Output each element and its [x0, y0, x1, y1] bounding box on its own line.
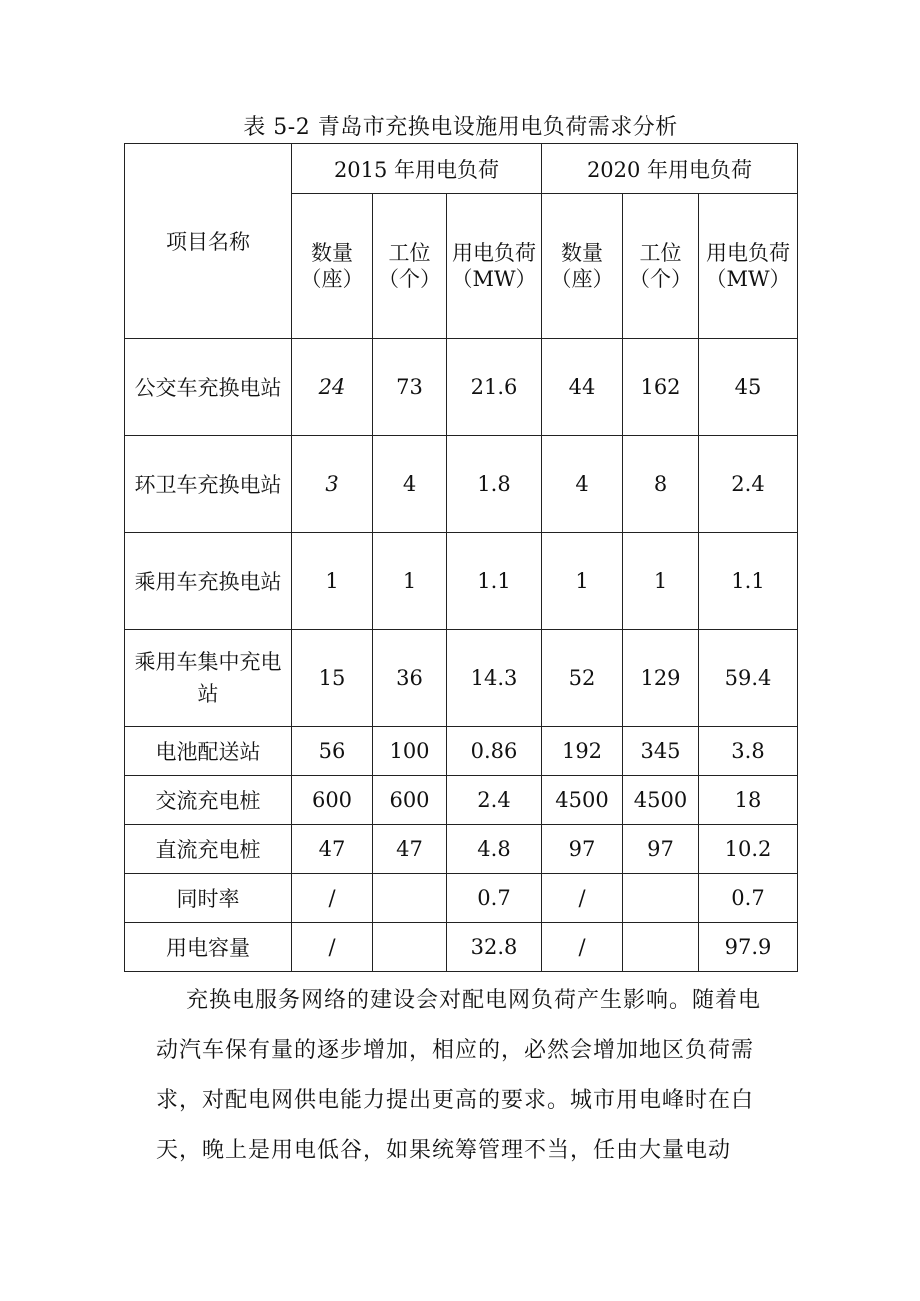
cell-stations-2020 [623, 874, 699, 923]
year-2020-header: 2020 年用电负荷 [542, 144, 798, 194]
cell-count-2020: 4500 [542, 776, 623, 825]
cell-count-2020: 4 [542, 436, 623, 533]
cell-count-2020: 1 [542, 533, 623, 630]
cell-count-2020: 44 [542, 339, 623, 436]
row-name: 交流充电桩 [125, 776, 292, 825]
table-row [125, 776, 798, 825]
cell-stations-2020: 1 [623, 533, 699, 630]
cell-count-2015: 600 [292, 776, 373, 825]
cell-count-2020: / [542, 874, 623, 923]
cell-load-2015: 1.8 [447, 436, 542, 533]
load-header-2020: 用电负荷（MW） [699, 194, 798, 339]
table-row [125, 339, 798, 436]
row-name: 直流充电桩 [125, 825, 292, 874]
cell-load-2015: 0.86 [447, 727, 542, 776]
cell-stations-2015: 4 [373, 436, 447, 533]
cell-load-2015: 0.7 [447, 874, 542, 923]
cell-load-2020: 1.1 [699, 533, 798, 630]
table-row [125, 825, 798, 874]
cell-stations-2015: 36 [373, 630, 447, 727]
table-row [125, 436, 798, 533]
cell-stations-2015: 600 [373, 776, 447, 825]
cell-load-2020: 3.8 [699, 727, 798, 776]
cell-load-2020: 2.4 [699, 436, 798, 533]
cell-count-2015: 15 [292, 630, 373, 727]
row-name: 同时率 [125, 874, 292, 923]
cell-stations-2015 [373, 874, 447, 923]
cell-stations-2015: 1 [373, 533, 447, 630]
cell-stations-2020: 8 [623, 436, 699, 533]
cell-load-2015: 32.8 [447, 923, 542, 972]
year-2015-header: 2015 年用电负荷 [292, 144, 542, 194]
cell-load-2020: 45 [699, 339, 798, 436]
cell-stations-2015: 100 [373, 727, 447, 776]
cell-count-2015: 3 [292, 436, 373, 533]
count-header-2015: 数量（座） [292, 194, 373, 339]
cell-count-2020: 192 [542, 727, 623, 776]
body-paragraph: 充换电服务网络的建设会对配电网负荷产生影响。随着电动汽车保有量的逐步增加，相应的，必然会增加地区负荷需求，对配电网供电能力提出更高的要求。城市用电峰时在白天，晚上是用电低谷，如果统筹管理不当，任由大量电动 [156, 988, 762, 1163]
cell-load-2020: 59.4 [699, 630, 798, 727]
row-name: 用电容量 [125, 923, 292, 972]
cell-load-2020: 97.9 [699, 923, 798, 972]
cell-load-2015: 4.8 [447, 825, 542, 874]
stations-header-2020: 工位（个） [623, 194, 699, 339]
row-name: 乘用车集中充电站 [125, 630, 292, 727]
stations-header-2015: 工位（个） [373, 194, 447, 339]
cell-count-2015: / [292, 874, 373, 923]
row-name: 环卫车充换电站 [125, 436, 292, 533]
load-demand-table [124, 143, 798, 972]
cell-count-2015: 1 [292, 533, 373, 630]
row-name: 公交车充换电站 [125, 339, 292, 436]
project-name-header: 项目名称 [125, 144, 292, 339]
cell-load-2020: 10.2 [699, 825, 798, 874]
table-row [125, 630, 798, 727]
cell-count-2015: / [292, 923, 373, 972]
cell-stations-2015: 73 [373, 339, 447, 436]
cell-load-2015: 14.3 [447, 630, 542, 727]
cell-load-2015: 2.4 [447, 776, 542, 825]
cell-stations-2020: 162 [623, 339, 699, 436]
cell-stations-2015: 47 [373, 825, 447, 874]
cell-count-2015: 24 [292, 339, 373, 436]
cell-count-2020: 52 [542, 630, 623, 727]
cell-count-2015: 47 [292, 825, 373, 874]
table-row [125, 874, 798, 923]
table-row [125, 533, 798, 630]
table-caption: 表 5-2 青岛市充换电设施用电负荷需求分析 [243, 115, 678, 140]
cell-count-2020: / [542, 923, 623, 972]
cell-count-2015: 56 [292, 727, 373, 776]
header-row-years [125, 144, 798, 194]
cell-load-2015: 1.1 [447, 533, 542, 630]
cell-stations-2020: 129 [623, 630, 699, 727]
count-header-2020: 数量（座） [542, 194, 623, 339]
cell-stations-2015 [373, 923, 447, 972]
load-header-2015: 用电负荷（MW） [447, 194, 542, 339]
cell-load-2015: 21.6 [447, 339, 542, 436]
cell-count-2020: 97 [542, 825, 623, 874]
table-row [125, 923, 798, 972]
cell-load-2020: 0.7 [699, 874, 798, 923]
cell-stations-2020 [623, 923, 699, 972]
cell-stations-2020: 97 [623, 825, 699, 874]
cell-load-2020: 18 [699, 776, 798, 825]
row-name: 电池配送站 [125, 727, 292, 776]
table-row [125, 727, 798, 776]
row-name: 乘用车充换电站 [125, 533, 292, 630]
cell-stations-2020: 345 [623, 727, 699, 776]
cell-stations-2020: 4500 [623, 776, 699, 825]
